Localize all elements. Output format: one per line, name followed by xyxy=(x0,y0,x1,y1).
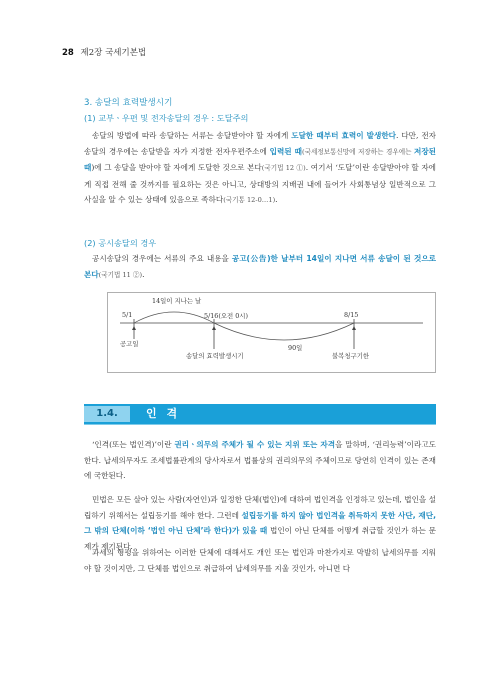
label-announce: 공고일 xyxy=(120,340,139,348)
paragraph: 송달의 방법에 따라 송달하는 서류는 송달받아야 할 자에게 도달한 때부터 효력이 발생한다. 다만, 전자송달의 경우에는 송달받을 자가 지정한 전자우편주소에 입력된 때(국세정보통신망에 저장하는 경우에는 저장된 때)에 그 송달을 받아야 할 자에게 도달한 것으로 본다(국기법 12 ①). 여기서 ‘도달’이란 송달받아야 할 자에게 직접 전해 줄 것까지를 필요하는 것은 아니고, 상대방의 지배권 내에 들어가 사회통념상 일반적으로 그 사실을 알 수 있는 상태에 있음으로 족하다(국기통 12-0…1). xyxy=(84,131,437,205)
subsection-heading: (2) 공시송달의 경우 xyxy=(84,238,157,248)
page-header xyxy=(62,46,146,58)
timeline-diagram xyxy=(107,292,436,373)
paragraph: 과세의 형평을 위하여는 이러한 단체에 대해서도 개인 또는 법인과 마찬가지로 막발히 납세의무를 지워야 할 것이지만, 그 단체를 법인으로 취급하여 납세의무를 지울 것인가, 아니면 다 xyxy=(84,548,436,573)
label-deadline: 불복청구기한 xyxy=(332,352,370,360)
section-number: 1.4. xyxy=(84,406,130,422)
highlight-text: 공고(公告)한 날부터 14일이 지나면 서류 송달이 된 것으로 본다 xyxy=(84,254,436,279)
paragraph: 민법은 모든 살아 있는 사람(자연인)과 일정한 단체(법인)에 대하여 법인격을 인정하고 있는데, 법인을 설립하기 위해서는 설립등기를 해야 한다. 그런데 설립등기를 하지 않아 법인격을 취득하지 못한 사단, 재단, 그 밖의 단체(이하 ‘법인 아닌 단체’라 한다)가 있을 때 법인이 아닌 단체를 어떻게 취급할 것인가 하는 문제가 제기된다. xyxy=(84,495,436,551)
highlight-text: 권리ㆍ의무의 주체가 될 수 있는 지위 또는 자격 xyxy=(174,440,336,449)
highlight-text: 저장된 때 xyxy=(84,146,436,173)
date-mid: 5/16(오전 0시) xyxy=(204,312,248,320)
arc-90days xyxy=(214,323,354,340)
label-90days: 90일 xyxy=(288,344,303,352)
highlight-text: 입력된 때 xyxy=(269,146,302,156)
section-heading: 3. 송달의 효력발생시기 xyxy=(84,98,173,108)
subsection-heading: (1) 교부ㆍ우편 및 전자송달의 경우 : 도달주의 xyxy=(84,113,249,123)
chapter-title: 제2장 국세기본법 xyxy=(80,48,147,58)
page-number: 28 xyxy=(62,48,74,58)
label-14days: 14일이 지나는 날 xyxy=(152,297,202,305)
paragraph: ‘인격(또는 법인격)’이란 권리ㆍ의무의 주체가 될 수 있는 지위 또는 자격을 말하며, ‘권리능력’이라고도 한다. 납세의무자도 조세법률관계의 당사자로서 법률상의 권리의무의 주체이므로 당연히 인격이 있는 존재에 국한된다. xyxy=(84,440,436,481)
arc-14days xyxy=(134,312,214,323)
section-bar xyxy=(84,404,436,424)
section-bar-accent xyxy=(84,424,436,425)
highlight-text: 설립등기를 하지 않아 법인격을 취득하지 못한 사단, 재단, 그 밖의 단체(이하 ‘법인 아닌 단체’라 한다)가 있을 때 xyxy=(84,510,436,536)
date-start: 5/1 xyxy=(122,311,133,319)
highlight-text: 도달한 때부터 효력이 발생한다 xyxy=(291,131,397,140)
paragraph: 공시송달의 경우에는 서류의 주요 내용을 공고(公告)한 날부터 14일이 지나면 서류 송달이 된 것으로 본다(국기법 11 ②). xyxy=(84,254,436,279)
date-end: 8/15 xyxy=(344,311,359,319)
section-title: 인 격 xyxy=(146,407,181,420)
label-effect: 송달의 효력발생시기 xyxy=(186,352,244,360)
